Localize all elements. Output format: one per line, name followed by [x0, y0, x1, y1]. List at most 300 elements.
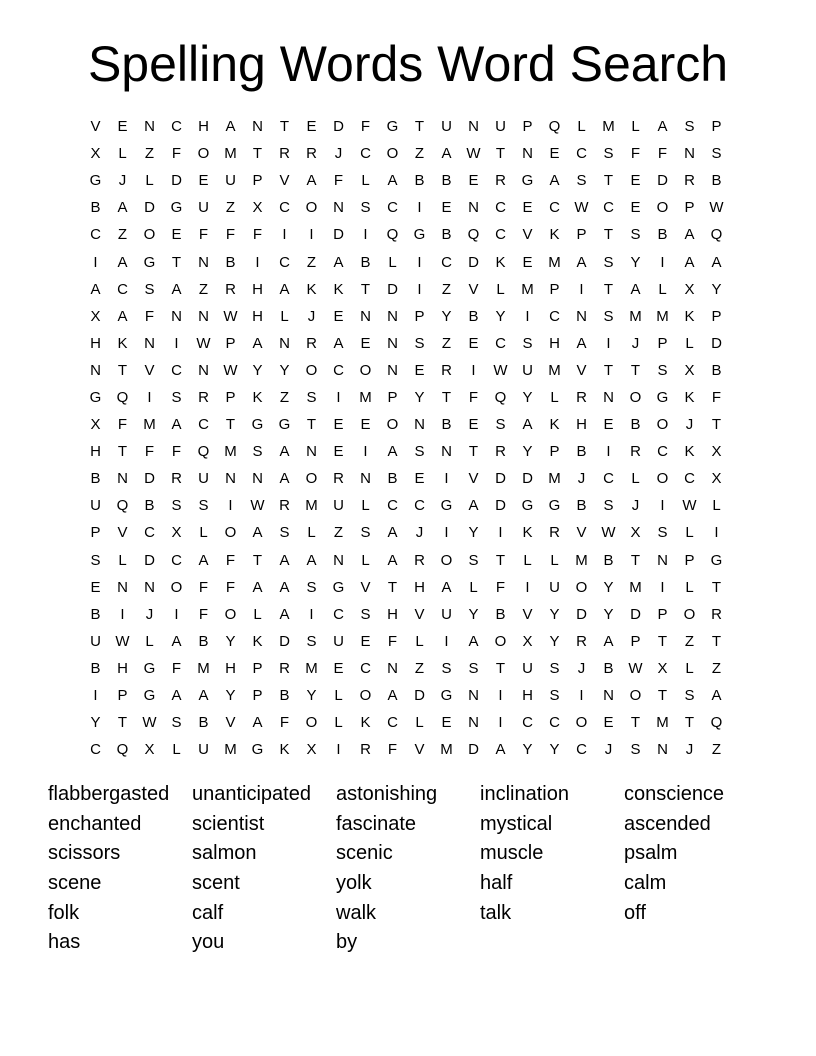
- grid-letter: F: [279, 714, 290, 732]
- grid-letter: H: [90, 334, 101, 352]
- grid-letter: B: [90, 470, 101, 488]
- grid-letter: L: [550, 388, 559, 406]
- grid-letter: U: [333, 497, 344, 515]
- grid-letter: Y: [306, 687, 317, 705]
- grid-letter: C: [387, 497, 398, 515]
- grid-letter: U: [522, 361, 533, 379]
- grid-letter: U: [495, 118, 506, 136]
- grid-letter: X: [684, 361, 695, 379]
- grid-letter: V: [414, 741, 425, 759]
- word-bank-item: calm: [624, 872, 667, 895]
- grid-letter: L: [685, 659, 694, 677]
- grid-letter: X: [711, 443, 722, 461]
- grid-letter: I: [498, 714, 503, 732]
- grid-letter: G: [656, 388, 669, 406]
- grid-letter: O: [359, 687, 372, 705]
- grid-row: [82, 736, 730, 763]
- grid-letter: O: [305, 361, 318, 379]
- grid-letter: L: [199, 524, 208, 542]
- grid-letter: C: [495, 199, 506, 217]
- grid-letter: I: [579, 280, 584, 298]
- grid-letter: G: [413, 226, 426, 244]
- grid-letter: T: [306, 416, 317, 434]
- grid-letter: L: [253, 605, 262, 623]
- grid-letter: P: [657, 334, 668, 352]
- grid-letter: L: [118, 145, 127, 163]
- grid-letter: A: [117, 253, 128, 271]
- grid-letter: F: [387, 741, 398, 759]
- grid-letter: V: [90, 118, 101, 136]
- grid-letter: H: [252, 280, 263, 298]
- grid-letter: E: [414, 470, 425, 488]
- grid-letter: C: [90, 741, 101, 759]
- grid-letter: E: [441, 714, 452, 732]
- grid-letter: T: [684, 714, 695, 732]
- grid-letter: A: [387, 524, 398, 542]
- grid-letter: A: [387, 172, 398, 190]
- grid-letter: F: [657, 145, 668, 163]
- grid-letter: E: [630, 199, 641, 217]
- grid-letter: B: [711, 361, 722, 379]
- grid-row: [82, 140, 730, 167]
- grid-letter: T: [603, 172, 614, 190]
- grid-letter: C: [117, 280, 128, 298]
- grid-letter: L: [550, 551, 559, 569]
- grid-letter: I: [336, 388, 341, 406]
- grid-letter: W: [223, 307, 238, 325]
- grid-row: [82, 221, 730, 248]
- grid-row: [82, 194, 730, 221]
- grid-letter: I: [444, 470, 449, 488]
- grid-letter: T: [495, 659, 506, 677]
- grid-letter: H: [414, 578, 425, 596]
- grid-letter: I: [147, 388, 152, 406]
- grid-letter: M: [440, 741, 453, 759]
- grid-letter: D: [387, 280, 398, 298]
- grid-letter: J: [118, 172, 127, 190]
- grid-letter: R: [711, 605, 722, 623]
- grid-letter: J: [415, 524, 424, 542]
- grid-letter: A: [171, 416, 182, 434]
- word-bank-item: scene: [48, 872, 102, 895]
- grid-letter: C: [441, 253, 452, 271]
- grid-letter: B: [495, 605, 506, 623]
- grid-letter: R: [279, 659, 290, 677]
- grid-letter: S: [279, 524, 290, 542]
- grid-letter: T: [279, 118, 290, 136]
- grid-letter: E: [333, 307, 344, 325]
- grid-letter: A: [576, 334, 587, 352]
- grid-letter: S: [144, 280, 155, 298]
- grid-letter: Y: [90, 714, 101, 732]
- grid-letter: O: [305, 714, 318, 732]
- grid-letter: R: [279, 145, 290, 163]
- grid-letter: U: [522, 659, 533, 677]
- grid-letter: R: [279, 497, 290, 515]
- grid-letter: L: [577, 118, 586, 136]
- grid-letter: I: [714, 524, 719, 542]
- grid-letter: S: [198, 497, 209, 515]
- grid-letter: B: [90, 659, 101, 677]
- grid-letter: X: [171, 524, 182, 542]
- grid-letter: C: [279, 199, 290, 217]
- grid-letter: D: [522, 470, 533, 488]
- grid-letter: S: [360, 199, 371, 217]
- grid-letter: Y: [522, 388, 533, 406]
- grid-letter: T: [468, 443, 479, 461]
- grid-letter: I: [228, 497, 233, 515]
- grid-letter: L: [712, 497, 721, 515]
- word-bank: [48, 780, 768, 958]
- grid-letter: A: [171, 280, 182, 298]
- grid-letter: O: [359, 361, 372, 379]
- grid-letter: F: [144, 307, 155, 325]
- grid-letter: P: [252, 659, 263, 677]
- grid-letter: H: [387, 605, 398, 623]
- grid-letter: Q: [710, 714, 723, 732]
- grid-letter: Y: [603, 578, 614, 596]
- grid-letter: C: [549, 714, 560, 732]
- grid-letter: L: [145, 172, 154, 190]
- grid-letter: K: [549, 226, 560, 244]
- grid-letter: N: [144, 118, 155, 136]
- grid-letter: F: [468, 388, 479, 406]
- grid-letter: V: [225, 714, 236, 732]
- grid-letter: B: [279, 687, 290, 705]
- grid-letter: I: [174, 605, 179, 623]
- grid-letter: W: [250, 497, 265, 515]
- grid-letter: G: [440, 497, 453, 515]
- grid-letter: A: [333, 334, 344, 352]
- grid-letter: I: [660, 497, 665, 515]
- grid-row: [82, 330, 730, 357]
- word-bank-item: talk: [480, 901, 512, 924]
- grid-letter: S: [252, 443, 263, 461]
- grid-letter: M: [143, 416, 156, 434]
- grid-letter: M: [359, 388, 372, 406]
- word-bank-item: inclination: [480, 783, 569, 805]
- grid-letter: E: [333, 659, 344, 677]
- grid-letter: L: [631, 470, 640, 488]
- grid-letter: T: [657, 632, 668, 650]
- grid-letter: V: [279, 172, 290, 190]
- grid-letter: Z: [711, 741, 722, 759]
- grid-letter: R: [576, 388, 587, 406]
- grid-letter: Y: [711, 280, 722, 298]
- grid-letter: E: [117, 118, 128, 136]
- grid-letter: E: [414, 361, 425, 379]
- grid-letter: K: [279, 741, 290, 759]
- grid-letter: R: [630, 443, 641, 461]
- grid-row: [82, 547, 730, 574]
- grid-letter: A: [225, 118, 236, 136]
- grid-letter: S: [549, 659, 560, 677]
- grid-letter: E: [171, 226, 182, 244]
- grid-letter: N: [360, 470, 371, 488]
- grid-row: [82, 655, 730, 682]
- grid-letter: X: [144, 741, 155, 759]
- grid-letter: T: [630, 361, 641, 379]
- grid-letter: L: [334, 687, 343, 705]
- grid-letter: E: [468, 334, 479, 352]
- grid-letter: T: [414, 118, 425, 136]
- grid-letter: O: [143, 226, 156, 244]
- grid-letter: A: [90, 280, 101, 298]
- grid-letter: D: [414, 687, 425, 705]
- grid-letter: N: [468, 118, 479, 136]
- grid-letter: N: [198, 361, 209, 379]
- grid-letter: N: [468, 199, 479, 217]
- word-bank-item: you: [192, 931, 225, 954]
- grid-letter: T: [495, 145, 506, 163]
- grid-letter: R: [414, 551, 425, 569]
- grid-letter: W: [115, 632, 130, 650]
- grid-letter: G: [143, 687, 156, 705]
- grid-letter: O: [575, 578, 588, 596]
- grid-letter: A: [684, 226, 695, 244]
- grid-letter: I: [579, 687, 584, 705]
- grid-letter: I: [282, 226, 287, 244]
- grid-row: [82, 303, 730, 330]
- grid-letter: N: [144, 334, 155, 352]
- grid-letter: L: [658, 280, 667, 298]
- grid-letter: N: [603, 687, 614, 705]
- grid-letter: C: [387, 199, 398, 217]
- grid-letter: J: [685, 741, 694, 759]
- grid-letter: B: [711, 172, 722, 190]
- grid-letter: T: [711, 578, 722, 596]
- grid-letter: A: [468, 632, 479, 650]
- grid-letter: K: [117, 334, 128, 352]
- grid-letter: T: [225, 416, 236, 434]
- grid-letter: U: [549, 578, 560, 596]
- grid-letter: U: [90, 632, 101, 650]
- grid-letter: L: [469, 578, 478, 596]
- grid-letter: J: [631, 334, 640, 352]
- grid-row: [82, 601, 730, 628]
- grid-letter: N: [171, 307, 182, 325]
- grid-letter: O: [305, 199, 318, 217]
- grid-letter: C: [549, 199, 560, 217]
- grid-row: [82, 492, 730, 519]
- grid-letter: N: [279, 334, 290, 352]
- grid-letter: N: [468, 687, 479, 705]
- grid-letter: Y: [549, 605, 560, 623]
- grid-row: [82, 411, 730, 438]
- grid-letter: A: [333, 253, 344, 271]
- grid-letter: H: [576, 416, 587, 434]
- grid-letter: Z: [144, 145, 155, 163]
- grid-letter: R: [360, 741, 371, 759]
- grid-letter: S: [711, 145, 722, 163]
- grid-letter: U: [333, 632, 344, 650]
- grid-letter: S: [360, 524, 371, 542]
- word-bank-item: scenic: [336, 842, 393, 865]
- grid-letter: F: [198, 578, 209, 596]
- grid-letter: L: [415, 632, 424, 650]
- grid-letter: C: [522, 714, 533, 732]
- grid-letter: O: [656, 470, 669, 488]
- grid-letter: D: [711, 334, 722, 352]
- grid-row: [82, 357, 730, 384]
- grid-row: [82, 574, 730, 601]
- grid-letter: X: [90, 416, 101, 434]
- grid-letter: D: [144, 470, 155, 488]
- word-bank-item: mystical: [480, 812, 553, 835]
- grid-letter: J: [577, 470, 586, 488]
- grid-letter: T: [603, 361, 614, 379]
- grid-letter: R: [171, 470, 182, 488]
- grid-letter: E: [360, 416, 371, 434]
- grid-letter: C: [171, 551, 182, 569]
- grid-letter: S: [684, 118, 695, 136]
- grid-letter: R: [306, 334, 317, 352]
- grid-letter: C: [576, 741, 587, 759]
- grid-letter: Q: [116, 388, 129, 406]
- grid-letter: J: [145, 605, 154, 623]
- grid-letter: L: [415, 714, 424, 732]
- grid-letter: I: [417, 253, 422, 271]
- grid-letter: E: [333, 416, 344, 434]
- grid-letter: E: [603, 714, 614, 732]
- grid-letter: G: [89, 388, 102, 406]
- grid-letter: R: [306, 145, 317, 163]
- grid-letter: P: [117, 687, 128, 705]
- grid-letter: P: [414, 307, 425, 325]
- grid-letter: D: [144, 199, 155, 217]
- grid-letter: B: [360, 253, 371, 271]
- grid-letter: E: [306, 118, 317, 136]
- grid-letter: M: [521, 280, 534, 298]
- grid-letter: T: [252, 551, 263, 569]
- grid-letter: V: [522, 226, 533, 244]
- grid-letter: P: [711, 307, 722, 325]
- grid-letter: N: [603, 388, 614, 406]
- grid-letter: V: [468, 470, 479, 488]
- grid-letter: C: [495, 334, 506, 352]
- grid-letter: Z: [279, 388, 290, 406]
- grid-letter: X: [684, 280, 695, 298]
- grid-letter: I: [255, 253, 260, 271]
- grid-letter: N: [117, 578, 128, 596]
- grid-letter: P: [549, 443, 560, 461]
- grid-letter: F: [198, 605, 209, 623]
- grid-letter: I: [660, 253, 665, 271]
- grid-letter: Y: [603, 605, 614, 623]
- grid-letter: L: [280, 307, 289, 325]
- grid-row: [82, 465, 730, 492]
- grid-letter: I: [174, 334, 179, 352]
- grid-letter: E: [333, 443, 344, 461]
- grid-letter: Q: [494, 388, 507, 406]
- grid-row: [82, 248, 730, 275]
- grid-letter: D: [333, 118, 344, 136]
- grid-letter: J: [685, 416, 694, 434]
- grid-letter: I: [525, 307, 530, 325]
- grid-letter: X: [252, 199, 263, 217]
- grid-letter: P: [252, 687, 263, 705]
- grid-letter: L: [361, 172, 370, 190]
- word-bank-item: salmon: [192, 842, 257, 865]
- grid-letter: H: [252, 307, 263, 325]
- grid-letter: F: [225, 226, 236, 244]
- grid-letter: I: [525, 578, 530, 596]
- grid-letter: G: [548, 497, 561, 515]
- grid-letter: V: [576, 524, 587, 542]
- grid-letter: O: [386, 145, 399, 163]
- grid-letter: S: [414, 334, 425, 352]
- grid-letter: N: [657, 741, 668, 759]
- grid-letter: N: [360, 307, 371, 325]
- grid-letter: L: [685, 524, 694, 542]
- grid-letter: Z: [225, 199, 236, 217]
- grid-letter: J: [334, 145, 343, 163]
- grid-letter: B: [198, 632, 209, 650]
- grid-letter: E: [522, 199, 533, 217]
- grid-letter: F: [117, 416, 128, 434]
- grid-letter: R: [684, 172, 695, 190]
- grid-letter: S: [603, 497, 614, 515]
- grid-letter: B: [387, 470, 398, 488]
- grid-letter: B: [576, 443, 587, 461]
- grid-row: [82, 276, 730, 303]
- grid-letter: G: [278, 416, 291, 434]
- grid-letter: T: [387, 578, 398, 596]
- grid-letter: L: [145, 632, 154, 650]
- grid-letter: U: [198, 741, 209, 759]
- grid-letter: O: [629, 687, 642, 705]
- grid-letter: N: [387, 659, 398, 677]
- grid-letter: G: [440, 687, 453, 705]
- grid-letter: A: [252, 714, 263, 732]
- grid-letter: D: [495, 470, 506, 488]
- grid-letter: K: [360, 714, 371, 732]
- grid-letter: A: [279, 551, 290, 569]
- grid-letter: R: [549, 524, 560, 542]
- grid-letter: N: [387, 361, 398, 379]
- grid-letter: T: [117, 714, 128, 732]
- grid-letter: Z: [441, 334, 452, 352]
- grid-letter: Y: [225, 632, 236, 650]
- grid-letter: N: [252, 470, 263, 488]
- grid-letter: G: [521, 497, 534, 515]
- grid-letter: F: [252, 226, 263, 244]
- grid-letter: T: [657, 687, 668, 705]
- grid-letter: V: [576, 361, 587, 379]
- grid-letter: M: [656, 714, 669, 732]
- grid-letter: S: [171, 388, 182, 406]
- grid-letter: O: [629, 388, 642, 406]
- grid-letter: R: [576, 632, 587, 650]
- grid-letter: N: [333, 199, 344, 217]
- grid-letter: R: [495, 172, 506, 190]
- grid-letter: U: [441, 605, 452, 623]
- grid-letter: A: [630, 280, 641, 298]
- grid-letter: J: [307, 307, 316, 325]
- grid-letter: U: [90, 497, 101, 515]
- grid-letter: I: [363, 226, 368, 244]
- word-bank-item: ascended: [624, 812, 711, 835]
- grid-letter: M: [629, 578, 642, 596]
- grid-letter: C: [576, 145, 587, 163]
- grid-letter: P: [225, 334, 236, 352]
- grid-letter: W: [628, 659, 643, 677]
- grid-letter: T: [252, 145, 263, 163]
- grid-letter: S: [468, 659, 479, 677]
- grid-letter: E: [468, 172, 479, 190]
- word-bank-item: calf: [192, 901, 224, 924]
- grid-letter: V: [117, 524, 128, 542]
